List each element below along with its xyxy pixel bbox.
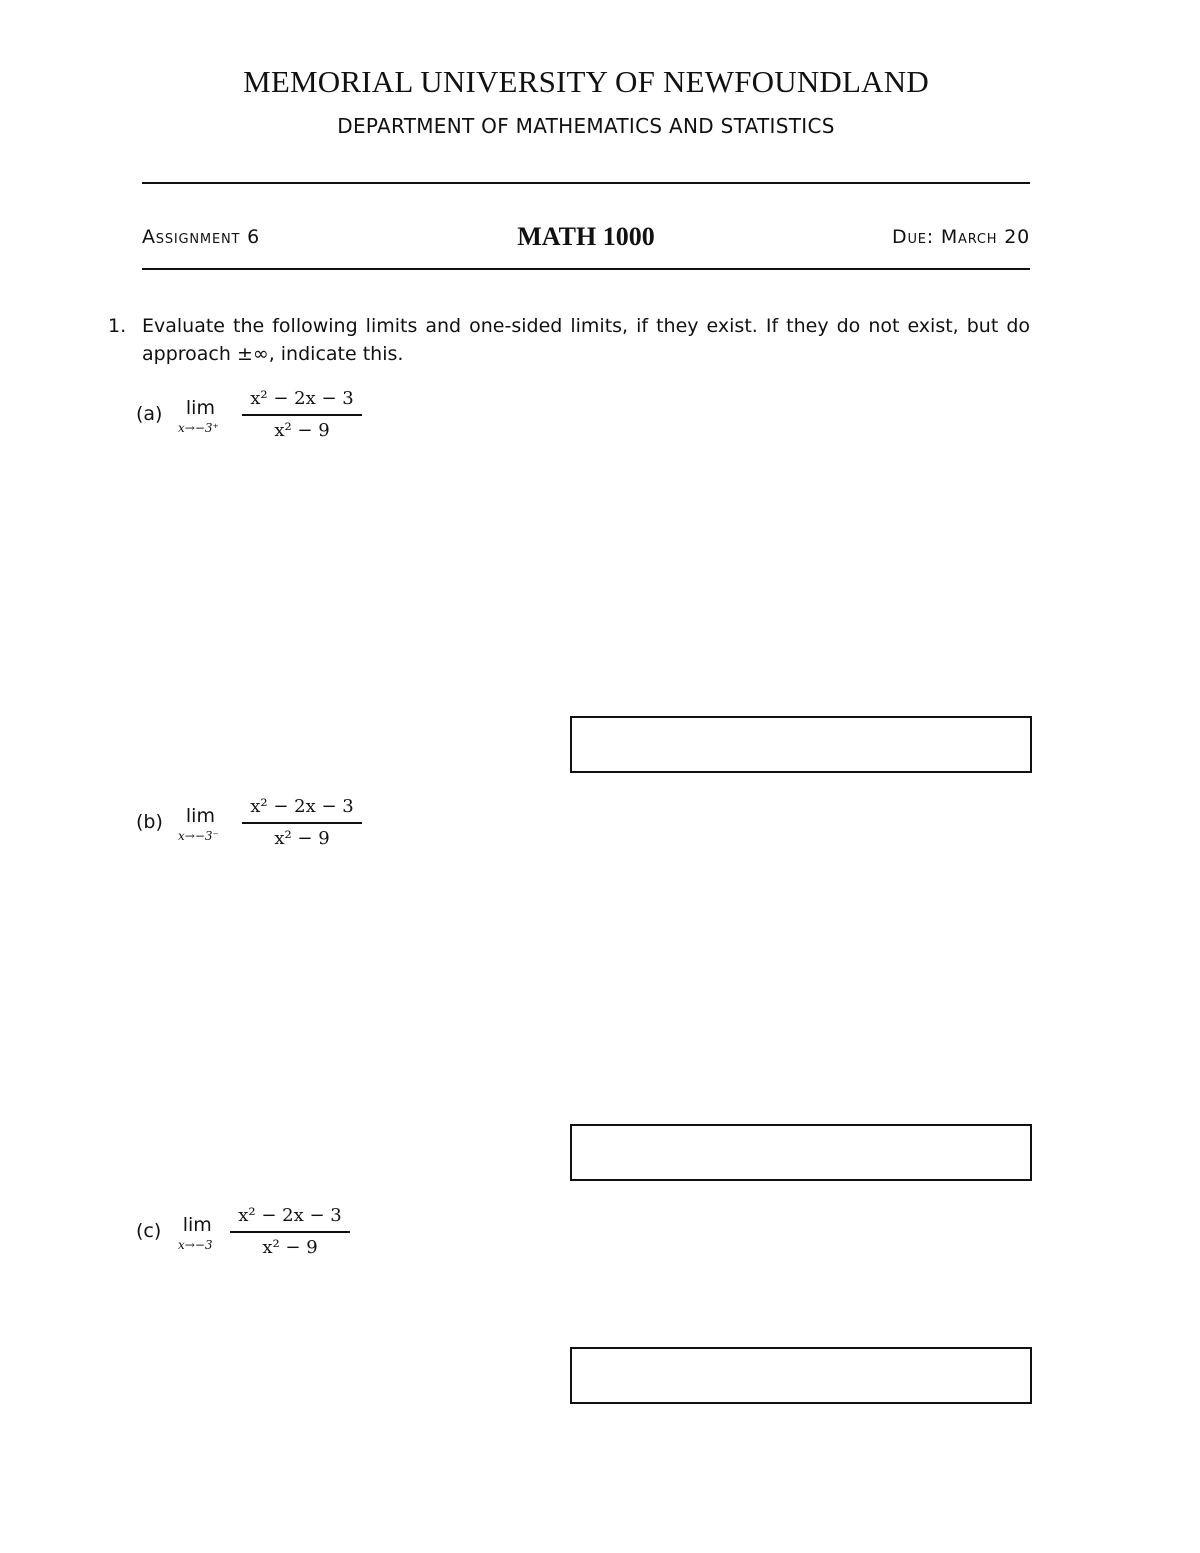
part-label: (b) [136, 811, 163, 833]
fraction-bar [242, 822, 362, 824]
limit-subscript: x→−3 [178, 1238, 213, 1252]
part-label: (a) [136, 403, 163, 425]
due-date: Due: March 20 [892, 226, 1030, 248]
limit-fraction [242, 793, 362, 853]
fraction-denominator: x² − 9 [274, 827, 330, 849]
question-part-b [136, 793, 396, 863]
question-part-c [136, 1202, 396, 1272]
question-part-a [136, 385, 396, 455]
answer-box-c[interactable] [570, 1347, 1032, 1404]
limit-operator [178, 395, 219, 435]
limit-operator [178, 1212, 213, 1252]
fraction-numerator: x² − 2x − 3 [238, 1205, 342, 1226]
lim-word: lim [185, 805, 215, 827]
fraction-bar [230, 1231, 350, 1233]
question-number: 1. [108, 315, 127, 337]
fraction-denominator: x² − 9 [262, 1236, 318, 1258]
limit-operator [178, 803, 219, 843]
header-top-rule [142, 182, 1030, 184]
question-text: Evaluate the following limits and one-sided limits, if they exist. If they do not exist, but do approach ±∞, indicate this. [142, 315, 1030, 365]
limit-fraction [242, 385, 362, 445]
fraction-denominator: x² − 9 [274, 419, 330, 441]
fraction-bar [242, 414, 362, 416]
fraction-numerator: x² − 2x − 3 [250, 796, 354, 817]
assignment-number: Assignment 6 [142, 226, 260, 248]
university-title: MEMORIAL UNIVERSITY OF NEWFOUNDLAND [243, 64, 929, 99]
header-bottom-rule [142, 268, 1030, 270]
limit-fraction [230, 1202, 350, 1262]
lim-word: lim [185, 397, 215, 419]
lim-word: lim [182, 1214, 212, 1236]
assignment-header-row [142, 220, 1030, 256]
department-title: DEPARTMENT OF MATHEMATICS AND STATISTICS [337, 114, 835, 138]
answer-box-a[interactable] [570, 716, 1032, 773]
limit-subscript: x→−3⁺ [178, 421, 219, 435]
limit-subscript: x→−3⁻ [178, 829, 219, 843]
answer-box-b[interactable] [570, 1124, 1032, 1181]
fraction-numerator: x² − 2x − 3 [250, 388, 354, 409]
part-label: (c) [136, 1220, 162, 1242]
course-code: MATH 1000 [517, 222, 655, 251]
